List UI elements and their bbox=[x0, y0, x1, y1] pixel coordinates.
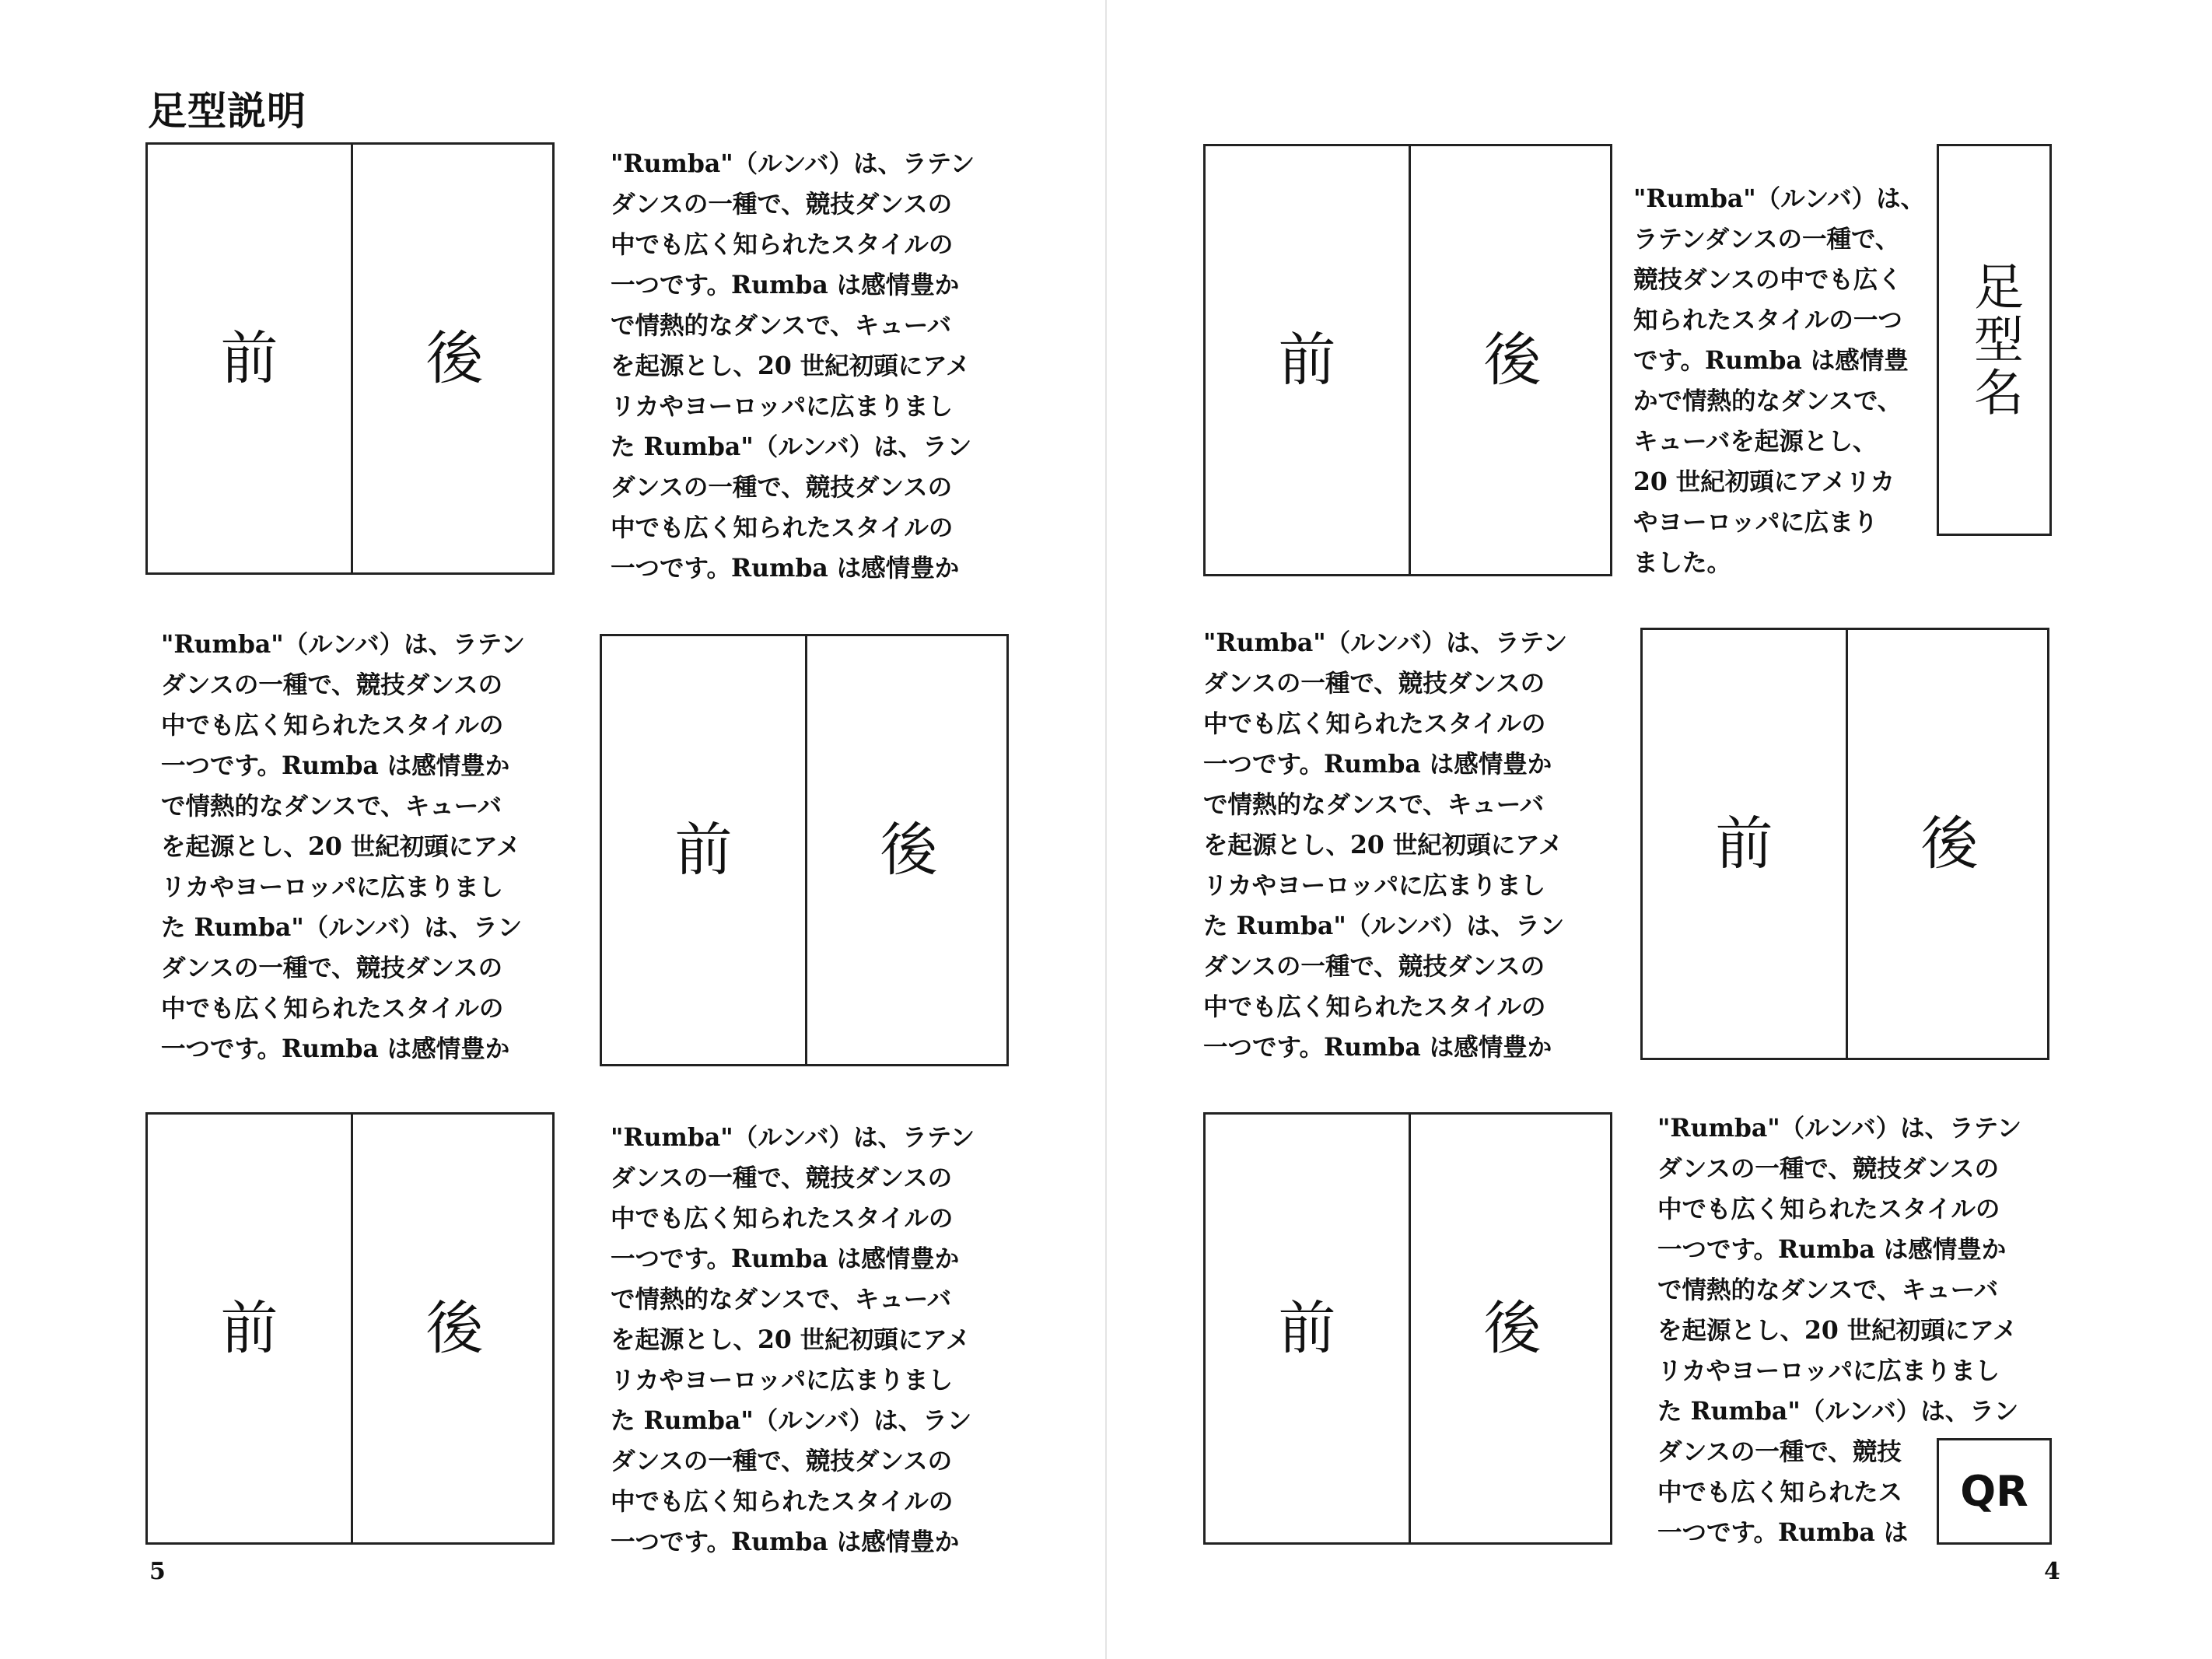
text-line: "Rumba"（ルンバ）は、ラテン bbox=[161, 630, 526, 659]
text-line: 中でも広く知られたス bbox=[1657, 1478, 1903, 1507]
front-label: 前 bbox=[1278, 327, 1336, 394]
text-line: た Rumba"（ルンバ）は、ラン bbox=[161, 913, 523, 942]
description-left-1 bbox=[611, 144, 1015, 589]
front-label: 前 bbox=[1715, 810, 1773, 877]
text-line: キューバを起源とし、 bbox=[1633, 427, 1878, 456]
front-label: 前 bbox=[1278, 1295, 1336, 1362]
text-line: 一つです。Rumba は感情豊か bbox=[161, 1034, 510, 1063]
foot-diagram-right-3 bbox=[1203, 1112, 1612, 1545]
back-label: 後 bbox=[880, 817, 938, 884]
qr-code[interactable] bbox=[1937, 1438, 2052, 1545]
section-heading: 足型説明 bbox=[148, 88, 306, 134]
description-left-2 bbox=[161, 625, 565, 1069]
text-line: 中でも広く知られたスタイルの bbox=[1657, 1195, 2000, 1223]
text-line: 競技ダンスの中でも広く bbox=[1633, 265, 1902, 294]
text-line: を起源とし、20 世紀初頭にアメ bbox=[611, 352, 971, 380]
text-line: を起源とし、20 世紀初頭にアメ bbox=[161, 832, 521, 861]
text-line: 一つです。Rumba は感情豊か bbox=[611, 271, 960, 299]
text-line: "Rumba"（ルンバ）は、ラテン bbox=[611, 149, 975, 178]
text-line: 中でも広く知られたスタイルの bbox=[1203, 709, 1546, 738]
description-right-2 bbox=[1203, 623, 1608, 1068]
text-line: ダンスの一種で、競技ダンスの bbox=[611, 1447, 953, 1475]
text-line: 中でも広く知られたスタイルの bbox=[1203, 992, 1546, 1021]
text-line: "Rumba"（ルンバ）は、 bbox=[1633, 184, 1926, 213]
description-right-1 bbox=[1633, 179, 1937, 583]
text-line: リカやヨーロッパに広まりまし bbox=[161, 873, 504, 901]
qr-label: QR bbox=[1960, 1467, 2028, 1516]
text-line: で情熱的なダンスで、キューバ bbox=[1203, 790, 1545, 819]
back-label: 後 bbox=[1483, 327, 1542, 394]
text-line: 知られたスタイルの一つ bbox=[1633, 306, 1902, 334]
text-line: 一つです。Rumba は感情豊か bbox=[1203, 750, 1552, 779]
description-left-3 bbox=[611, 1118, 1015, 1563]
text-line: 20 世紀初頭にアメリカ bbox=[1633, 467, 1895, 496]
text-line: 中でも広く知られたスタイルの bbox=[611, 1204, 954, 1233]
text-line: 一つです。Rumba は感情豊か bbox=[1203, 1033, 1552, 1062]
text-line: リカやヨーロッパに広まりまし bbox=[611, 1366, 954, 1395]
text-line: やヨーロッパに広まり bbox=[1633, 508, 1878, 537]
text-line: ダンスの一種で、競技ダンスの bbox=[1203, 669, 1545, 698]
text-line: 中でも広く知られたスタイルの bbox=[611, 513, 954, 542]
text-line: を起源とし、20 世紀初頭にアメ bbox=[611, 1325, 971, 1354]
text-line: 一つです。Rumba は感情豊か bbox=[611, 554, 960, 583]
text-line: リカやヨーロッパに広まりまし bbox=[1657, 1356, 2000, 1385]
text-line: ダンスの一種で、競技ダンスの bbox=[611, 190, 953, 219]
text-line: を起源とし、20 世紀初頭にアメ bbox=[1657, 1316, 2018, 1345]
text-line: 一つです。Rumba は bbox=[1657, 1518, 1909, 1547]
text-line: ダンスの一種で、競技ダンスの bbox=[161, 670, 503, 699]
text-line: ダンスの一種で、競技ダンスの bbox=[611, 1164, 953, 1192]
text-line: です。Rumba は感情豊 bbox=[1633, 346, 1909, 375]
text-line: で情熱的なダンスで、キューバ bbox=[1657, 1276, 1999, 1304]
text-line: た Rumba"（ルンバ）は、ラン bbox=[1657, 1397, 2019, 1426]
text-line: た Rumba"（ルンバ）は、ラン bbox=[611, 432, 972, 461]
front-label: 前 bbox=[220, 1295, 278, 1362]
back-label: 後 bbox=[1920, 810, 1979, 877]
back-label: 後 bbox=[425, 1295, 484, 1362]
text-line: "Rumba"（ルンバ）は、ラテン bbox=[611, 1123, 975, 1152]
text-line: で情熱的なダンスで、キューバ bbox=[161, 792, 502, 821]
page-number-left: 5 bbox=[149, 1558, 166, 1585]
text-line: ダンスの一種で、競技ダンスの bbox=[1657, 1154, 2000, 1183]
text-line: で情熱的なダンスで、キューバ bbox=[611, 311, 952, 340]
back-label: 後 bbox=[1483, 1295, 1542, 1362]
text-line: ダンスの一種で、競技ダンスの bbox=[611, 473, 953, 502]
foot-diagram-left-1 bbox=[145, 142, 555, 575]
text-line: ダンスの一種で、競技ダンスの bbox=[1203, 952, 1545, 981]
text-line: ダンスの一種で、競技ダンスの bbox=[161, 954, 503, 982]
text-line: で情熱的なダンスで、キューバ bbox=[611, 1285, 952, 1314]
page-number-right: 4 bbox=[2044, 1558, 2060, 1585]
text-line: 一つです。Rumba は感情豊か bbox=[611, 1528, 960, 1556]
front-label: 前 bbox=[220, 325, 278, 392]
text-line: "Rumba"（ルンバ）は、ラテン bbox=[1657, 1114, 2022, 1143]
front-label: 前 bbox=[674, 817, 733, 884]
book-spine bbox=[1105, 0, 1107, 1659]
text-line: た Rumba"（ルンバ）は、ラン bbox=[1203, 912, 1565, 940]
text-line: かで情熱的なダンスで、 bbox=[1633, 387, 1902, 415]
text-line: 中でも広く知られたスタイルの bbox=[161, 711, 504, 740]
foot-diagram-left-2 bbox=[600, 634, 1009, 1066]
text-line: 一つです。Rumba は感情豊か bbox=[161, 751, 510, 780]
text-line: リカやヨーロッパに広まりまし bbox=[611, 392, 954, 421]
text-line: 中でも広く知られたスタイルの bbox=[161, 994, 504, 1023]
text-line: ました。 bbox=[1633, 548, 1732, 577]
back-label: 後 bbox=[425, 325, 484, 392]
foot-diagram-right-1 bbox=[1203, 144, 1612, 576]
step-name-label: 足型名 bbox=[1965, 261, 2023, 419]
text-line: リカやヨーロッパに広まりまし bbox=[1203, 871, 1546, 900]
text-line: 中でも広く知られたスタイルの bbox=[611, 230, 954, 259]
step-name-box bbox=[1937, 144, 2052, 536]
text-line: "Rumba"（ルンバ）は、ラテン bbox=[1203, 628, 1568, 657]
text-line: ラテンダンスの一種で、 bbox=[1633, 225, 1900, 254]
text-line: た Rumba"（ルンバ）は、ラン bbox=[611, 1406, 972, 1435]
text-line: を起源とし、20 世紀初頭にアメ bbox=[1203, 831, 1563, 859]
text-line: 一つです。Rumba は感情豊か bbox=[1657, 1235, 2007, 1264]
foot-diagram-right-2 bbox=[1640, 628, 2049, 1060]
text-line: 中でも広く知られたスタイルの bbox=[611, 1487, 954, 1516]
text-line: ダンスの一種で、競技 bbox=[1657, 1437, 1902, 1466]
text-line: 一つです。Rumba は感情豊か bbox=[611, 1244, 960, 1273]
foot-diagram-left-3 bbox=[145, 1112, 555, 1545]
